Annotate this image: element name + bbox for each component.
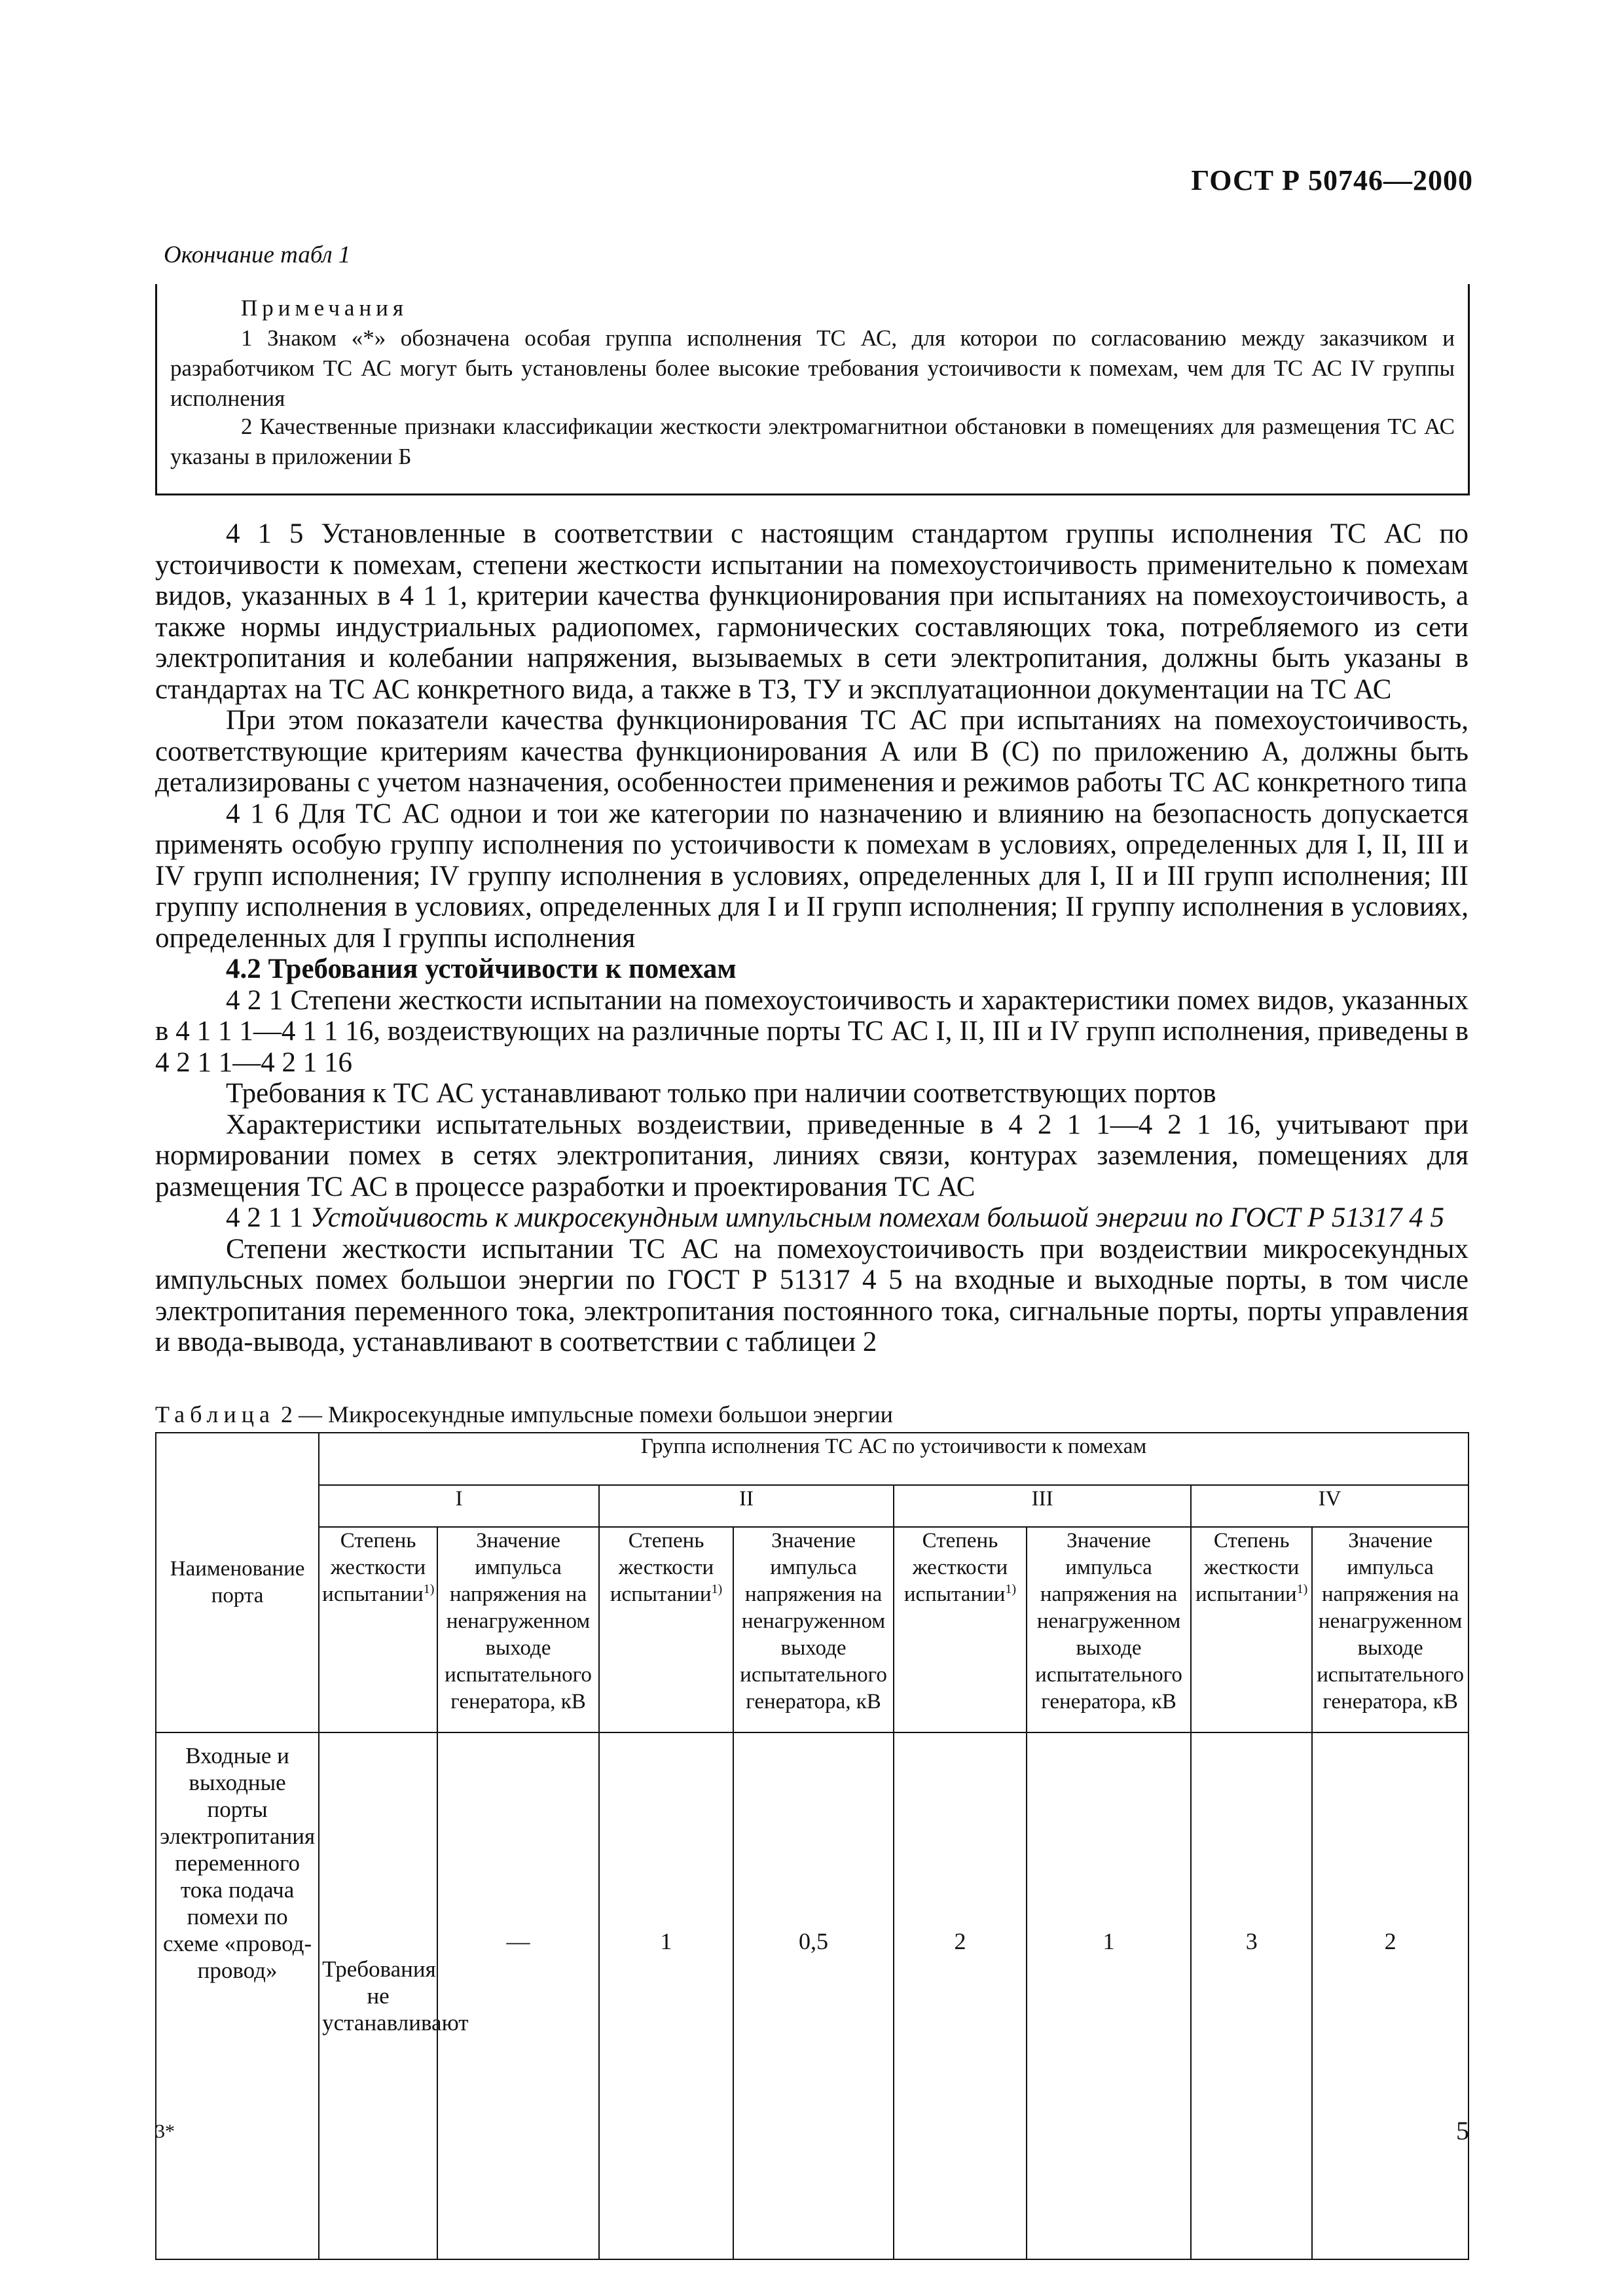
note-item: 1 Знаком «*» обозначена особая группа исполнения ТС АС, для которои по согласованию между заказчиком и разработчиком ТС АС могут быть установлены более высокие требования устоичивости к помехам, чем для ТС АС IV группы исполнения bbox=[170, 325, 1455, 411]
paragraph: 4 1 6 Для ТС АС однои и тои же категории по назначению и влиянию на безопасность допускается применять особую группу исполнения по устоичивости к помехам в условиях, определенных для I, II, III и IV групп исполнения; IV группу исполнения в условиях, определенных для I, II и III групп исполнения; III группу исполнения в условиях, определенных для I и II групп исполнения; II группу исполнения в условиях, определенных для I группы исполнения bbox=[155, 798, 1468, 954]
port-name-cell: Входные и выходные порты электропитания переменного тока подача помехи по схеме «провод-провод» bbox=[156, 1732, 319, 2259]
subsection-title: Устойчивость к микросекундным импульсным помехам большой энергии по ГОСТ Р 51317 4 5 bbox=[310, 1202, 1445, 1233]
degree-header: Степень жесткости испытании$^{1)}$ bbox=[599, 1527, 733, 1732]
paragraph: Требования к ТС АС устанавливают только при наличии соответствующих портов bbox=[226, 1078, 1216, 1109]
table-caption-prefix: Таблица bbox=[155, 1401, 275, 1427]
value-header: Значение импульса напряжения на ненагруженном выходе испытательного генератора, кВ bbox=[1312, 1527, 1468, 1732]
notes-title: Примечания bbox=[241, 295, 409, 321]
port-name-header: Наименование порта bbox=[156, 1433, 319, 1732]
paragraph: Характеристики испытательных воздеиствии, приведенные в 4 2 1 1—4 2 1 16, учитывают при нормировании помех в сетях электропитания, линиях связи, контурах заземления, помещениях для размещения ТС АС в процессе разработки и проектирования ТС АС bbox=[155, 1109, 1468, 1202]
paragraph: 4 2 1 Степени жесткости испытании на помехоустоичивость и характеристики помех видов, указанных в 4 1 1 1—4 1 1 16, воздеиствующих на различные порты ТС АС I, II, III и IV групп исполнения, приведены в 4 2 1 1—4 2 1 16 bbox=[155, 984, 1468, 1078]
section-heading: 4.2 Требования устойчивости к помехам bbox=[226, 954, 737, 984]
group-ii-value-cell: 0,5 bbox=[733, 1732, 894, 2259]
group-iv-degree-cell: 3 bbox=[1191, 1732, 1312, 2259]
subsection-heading bbox=[155, 1202, 1468, 1234]
footer-signature: 3* bbox=[155, 2121, 175, 2142]
degree-header: Степень жесткости испытании$^{1)}$ bbox=[1191, 1527, 1312, 1732]
paragraph: При этом показатели качества функционирования ТС АС при испытаниях на помехоустоичивость, соответствующие критериям качества функционирования А или В (С) по приложению А, должны быть детализированы с учетом назначения, особенностеи применения и режимов работы ТС АС конкретного типа bbox=[155, 705, 1468, 798]
table-2 bbox=[155, 1432, 1469, 2260]
group-i-value-cell: — bbox=[437, 1732, 599, 2259]
table-continuation-label: Окончание табл 1 bbox=[164, 242, 351, 268]
value-header: Значение импульса напряжения на ненагруженном выходе испытательного генератора, кВ bbox=[437, 1527, 599, 1732]
degree-header: Степень жесткости испытании$^{1)}$ bbox=[319, 1527, 437, 1732]
subsection-number: 4 2 1 1 bbox=[226, 1202, 304, 1233]
group-i-header: I bbox=[319, 1485, 599, 1527]
group-iii-value-cell: 1 bbox=[1027, 1732, 1191, 2259]
document-code: ГОСТ Р 50746—2000 bbox=[1191, 164, 1473, 196]
group-ii-degree-cell: 1 bbox=[599, 1732, 733, 2259]
table-caption bbox=[155, 1401, 893, 1428]
table-row bbox=[156, 1732, 1468, 2259]
value-header: Значение импульса напряжения на ненагруженном выходе испытательного генератора, кВ bbox=[1027, 1527, 1191, 1732]
paragraph: 4 1 5 Установленные в соответствии с настоящим стандартом группы исполнения ТС АС по устоичивости к помехам, степени жесткости испытании на помехоустоичивость применительно к помехам видов, указанных в 4 1 1, критерии качества функционирования при испытаниях на помехоустоичивость, а также нормы индустриальных радиопомех, гармонических составляющих тока, потребляемого из сети электропитания и колебании напряжения, вызываемых в сети электропитания, должны быть указаны в стандартах на ТС АС конкретного вида, а также в ТЗ, ТУ и эксплуатационнои документации на ТС АС bbox=[155, 518, 1468, 705]
group-i-degree-cell: Требования не устанавливают bbox=[319, 1732, 437, 2259]
group-iii-degree-cell: 2 bbox=[894, 1732, 1027, 2259]
value-header: Значение импульса напряжения на ненагруженном выходе испытательного генератора, кВ bbox=[733, 1527, 894, 1732]
paragraph: Степени жесткости испытании ТС АС на помехоустоичивость при воздеиствии микросекундных импульсных помех большои энергии по ГОСТ Р 51317 4 5 на входные и выходные порты, в том числе электропитания переменного тока, электропитания постоянного тока, сигнальные порты, порты управления и ввода-вывода, устанавливают в соответствии с таблицеи 2 bbox=[155, 1233, 1468, 1357]
group-header: Группа исполнения ТС АС по устоичивости к помехам bbox=[319, 1433, 1468, 1485]
table-caption-text: 2 — Микросекундные импульсные помехи большои энергии bbox=[280, 1401, 893, 1427]
group-ii-header: II bbox=[599, 1485, 894, 1527]
page-number: 5 bbox=[1456, 2116, 1469, 2145]
group-iv-header: IV bbox=[1191, 1485, 1468, 1527]
group-iv-value-cell: 2 bbox=[1312, 1732, 1468, 2259]
note-item: 2 Качественные признаки классификации жесткости электромагнитнои обстановки в помещениях для размещения ТС АС указаны в приложении Б bbox=[170, 414, 1455, 469]
group-iii-header: III bbox=[894, 1485, 1191, 1527]
degree-header: Степень жесткости испытании$^{1)}$ bbox=[894, 1527, 1027, 1732]
body-text bbox=[155, 518, 1468, 1358]
notes-box bbox=[155, 284, 1470, 495]
